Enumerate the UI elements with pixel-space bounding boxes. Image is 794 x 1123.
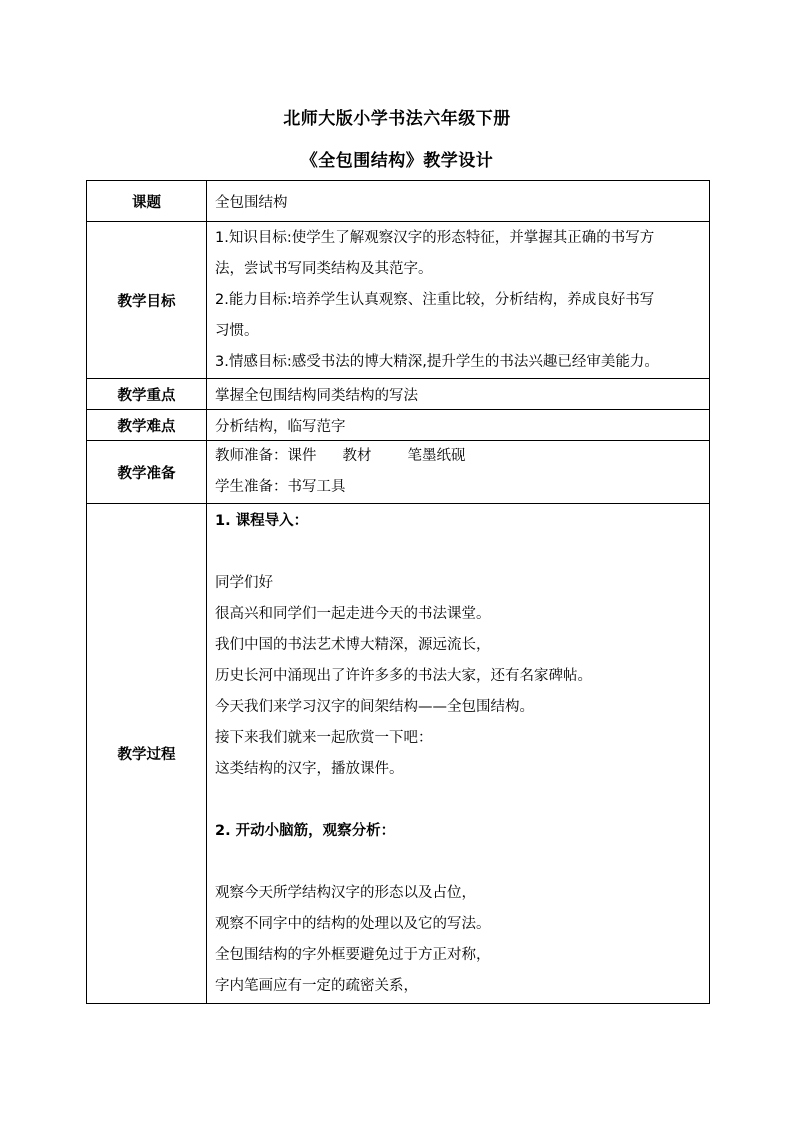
goal-line: 法，尝试书写同类结构及其范字。 bbox=[215, 260, 433, 277]
process-line: 观察不同字中的结构的处理以及它的写法。 bbox=[215, 916, 491, 932]
process-line: 这类结构的汉字，播放课件。 bbox=[215, 761, 404, 777]
row-goals bbox=[87, 222, 710, 379]
process-section-heading: 1. 课程导入： bbox=[215, 513, 309, 529]
goal-line: 习惯。 bbox=[215, 322, 259, 339]
topic-value: 全包围结构 bbox=[207, 181, 710, 222]
document-title: 北师大版小学书法六年级下册 bbox=[283, 109, 511, 129]
process-line: 全包围结构的字外框要避免过于方正对称， bbox=[215, 947, 491, 963]
difficulties-value: 分析结构，临写范字 bbox=[207, 410, 710, 441]
goal-line: 3.情感目标:感受书法的博大精深,提升学生的书法兴趣已经审美能力。 bbox=[215, 353, 659, 370]
teacher-prep-item: 教材 bbox=[342, 448, 372, 464]
document-subtitle: 《全包围结构》教学设计 bbox=[300, 151, 494, 171]
row-process bbox=[87, 504, 710, 1004]
process-line: 历史长河中涌现出了许许多多的书法大家，还有名家碑帖。 bbox=[215, 668, 592, 684]
process-line: 观察今天所学结构汉字的形态以及占位， bbox=[215, 885, 476, 901]
row-topic bbox=[87, 181, 710, 222]
goals-label: 教学目标 bbox=[87, 222, 207, 379]
process-line: 同学们好 bbox=[215, 575, 273, 591]
key-points-value: 掌握全包围结构同类结构的写法 bbox=[207, 379, 710, 410]
goal-line: 1.知识目标:使学生了解观察汉字的形态特征，并掌握其正确的书写方 bbox=[215, 229, 655, 246]
teacher-preparation bbox=[215, 441, 705, 472]
row-preparation bbox=[87, 441, 710, 504]
topic-label: 课题 bbox=[87, 181, 207, 222]
process-section-heading: 2. 开动小脑筋，观察分析： bbox=[215, 823, 396, 839]
goals-content bbox=[207, 222, 710, 379]
difficulties-label: 教学难点 bbox=[87, 410, 207, 441]
row-difficulties bbox=[87, 410, 710, 441]
process-line: 接下来我们就来一起欣赏一下吧： bbox=[215, 730, 433, 746]
teacher-prep-prefix: 教师准备：课件 bbox=[215, 448, 317, 464]
preparation-content bbox=[207, 441, 710, 504]
key-points-label: 教学重点 bbox=[87, 379, 207, 410]
process-line: 我们中国的书法艺术博大精深，源远流长， bbox=[215, 637, 491, 653]
row-key-points bbox=[87, 379, 710, 410]
process-label: 教学过程 bbox=[87, 504, 207, 1004]
goal-line: 2.能力目标:培养学生认真观察、注重比较，分析结构，养成良好书写 bbox=[215, 291, 655, 308]
process-content bbox=[207, 504, 710, 1004]
teacher-prep-item: 笔墨纸砚 bbox=[407, 448, 466, 464]
lesson-plan-table bbox=[86, 180, 710, 1004]
preparation-label: 教学准备 bbox=[87, 441, 207, 504]
student-preparation: 学生准备：书写工具 bbox=[215, 479, 346, 495]
process-line: 很高兴和同学们一起走进今天的书法课堂。 bbox=[215, 606, 491, 622]
process-line: 今天我们来学习汉字的间架结构——全包围结构。 bbox=[215, 699, 534, 715]
process-line: 字内笔画应有一定的疏密关系， bbox=[215, 978, 418, 994]
